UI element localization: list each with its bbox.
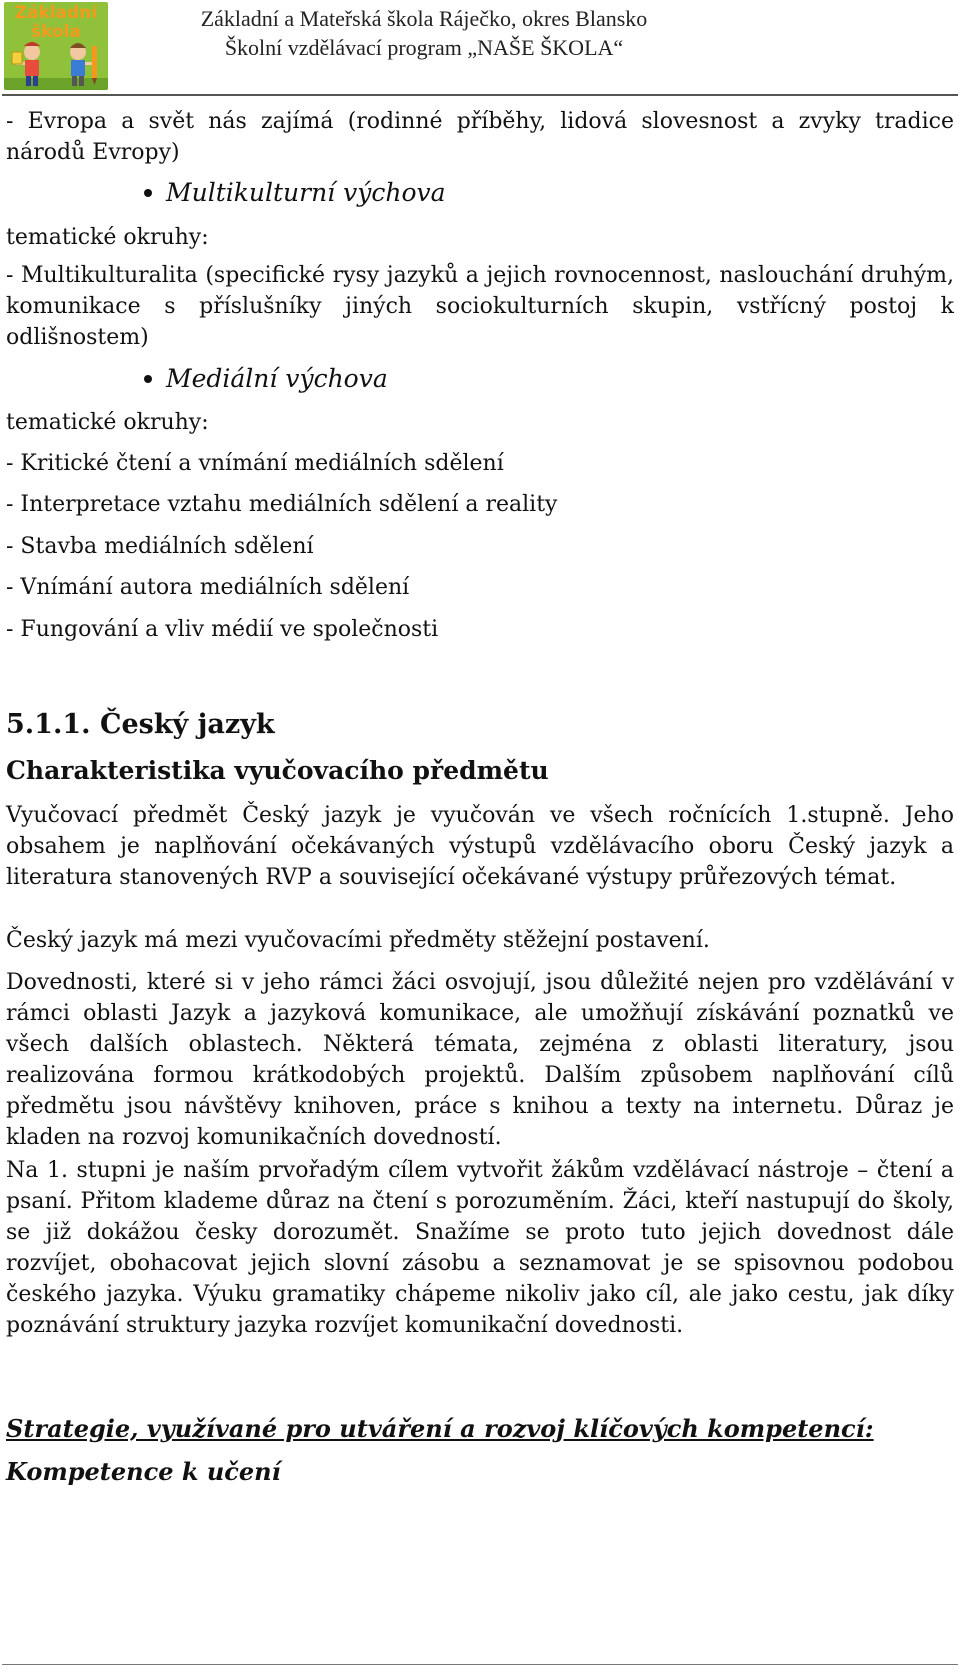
- list-item: - Stavba mediálních sdělení: [6, 534, 314, 559]
- page-header: [0, 0, 960, 96]
- list-item: - Kritické čtení a vnímání mediálních sdělení: [6, 451, 504, 476]
- logo-line1: Základní: [14, 3, 98, 23]
- paragraph-multikulturalita: - Multikulturalita (specifické rysy jazyků a jejich rovnocennost, naslouchání druhým, komunikace s příslušníky jiných sociokulturních skupin, vstřícný postoj k odlišnostem): [6, 263, 954, 350]
- list-item: - Interpretace vztahu mediálních sdělení a reality: [6, 492, 558, 517]
- bullet-icon: [144, 375, 152, 383]
- logo-line2: škola: [31, 22, 81, 42]
- paragraph-4: Na 1. stupni je naším prvořadým cílem vytvořit žákům vzdělávací nástroje – čtení a psaní. Přitom klademe důraz na čtení s porozuměním. Žáci, kteří nastupují do školy, se již dokážou česky dorozumět. Snažíme se proto tuto jejich dovednost dále rozvíjet, obohacovat jejich slovní zásobu a seznamovat je se spisovnou podobou českého jazyka. Výuku gramatiky chápeme nikoliv jako cíl, ale jako cestu, jak díky poznávání struktury jazyka rozvíjet komunikační dovednosti.: [6, 1158, 954, 1338]
- section-heading: 5.1.1. Český jazyk: [6, 709, 275, 740]
- paragraph-1: Vyučovací předmět Český jazyk je vyučován ve všech ročnících 1.stupně. Jeho obsahem je naplňování očekávaných výstupů vzdělávacího oboru Český jazyk a literatura stanovených RVP a související očekávané výstupy průřezových témat.: [6, 803, 954, 890]
- competence-heading: Kompetence k učení: [6, 1457, 281, 1486]
- program-name: Školní vzdělávací program „NAŠE ŠKOLA“: [224, 35, 624, 60]
- list-item: - Vnímání autora mediálních sdělení: [6, 575, 410, 600]
- bullet-medialni: [144, 363, 388, 395]
- list-item: - Fungování a vliv médií ve společnosti: [6, 617, 439, 642]
- strategy-heading: Strategie, využívané pro utváření a rozvoj klíčových kompetencí:: [6, 1414, 874, 1443]
- tematicke-okruhy-label: tematické okruhy:: [6, 225, 209, 250]
- tematicke-okruhy-label: tematické okruhy:: [6, 410, 209, 435]
- paragraph-3: Dovednosti, které si v jeho rámci žáci osvojují, jsou důležité nejen pro vzdělávání v rámci oblasti Jazyk a jazyková komunikace, ale umožňují získávání poznatků ve všech dalších oblastech. Některá témata, zejména z oblasti literatury, jsou realizována formou krátkodobých projektů. Dalším způsobem naplňování cílů předmětu jsou návštěvy knihoven, práce s knihou a texty na internetu. Důraz je kladen na rozvoj komunikačních dovedností.: [6, 970, 954, 1150]
- bullet-multikulturni: [144, 177, 446, 209]
- bullet-label: Multikulturní výchova: [166, 178, 446, 207]
- children-illustration-icon: [4, 2, 108, 90]
- bullet-label: Mediální výchova: [166, 364, 388, 393]
- header-divider: [2, 94, 958, 96]
- paragraph-2: Český jazyk má mezi vyučovacími předměty stěžejní postavení.: [6, 928, 710, 953]
- footer-divider: [2, 1664, 958, 1665]
- header-text: [104, 4, 744, 62]
- bullet-icon: [144, 189, 152, 197]
- paragraph-evropa: - Evropa a svět nás zajímá (rodinné příběhy, lidová slovesnost a zvyky tradice národů Evropy): [6, 109, 954, 165]
- school-name: Základní a Mateřská škola Ráječko, okres Blansko: [200, 6, 648, 31]
- subheading: Charakteristika vyučovacího předmětu: [6, 756, 549, 785]
- school-logo: [4, 2, 108, 90]
